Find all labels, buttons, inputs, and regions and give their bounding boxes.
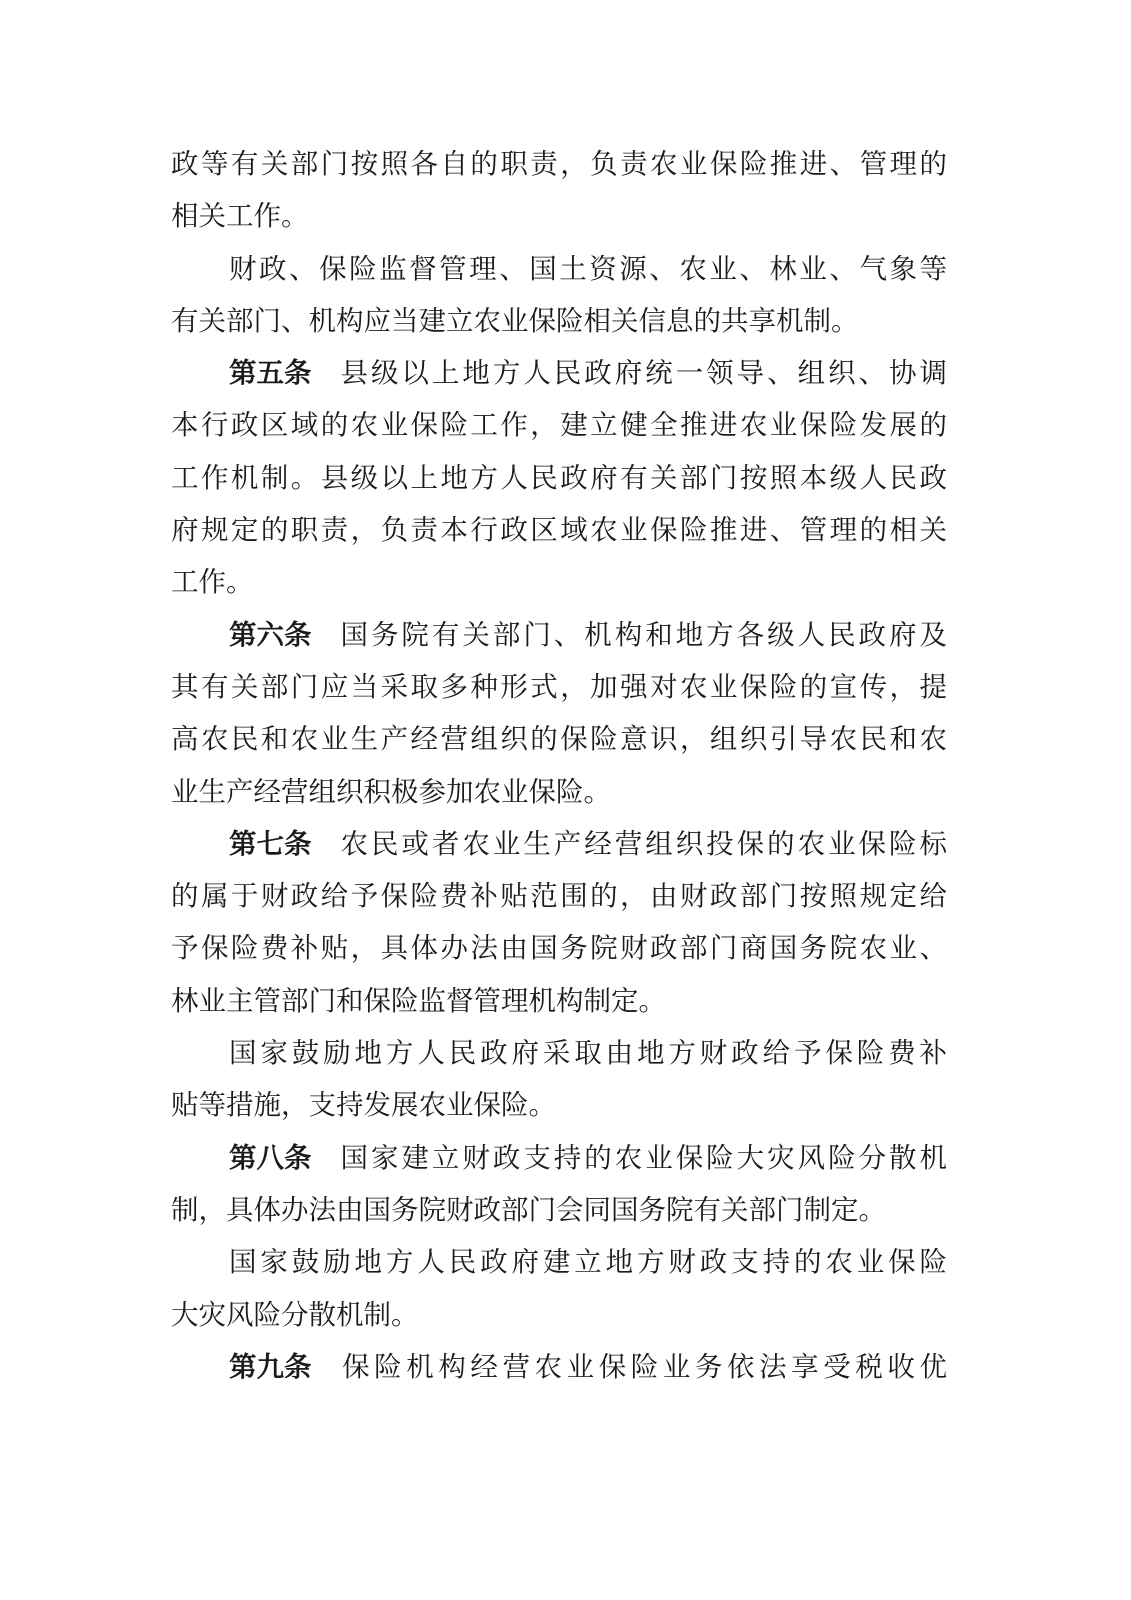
text-line (171, 347, 947, 399)
article-heading: 第七条 (229, 827, 312, 860)
text-line (171, 1079, 947, 1131)
text-line (171, 1236, 947, 1288)
line-text: 其​有​关​部​门​应​当​采​取​多​种​形​式​，​加​强​对​农​业​保​险​的​宣​传​，​提 (171, 670, 947, 703)
text-line (171, 504, 947, 556)
line-text: 工作。 (171, 566, 254, 599)
line-text: 财​政​、​保​险​监​督​管​理​、​国​土​资​源​、​农​业​、​林​业​、​气​象​等 (229, 252, 947, 285)
text-line (171, 870, 947, 922)
text-line (171, 295, 947, 347)
line-text: 县​级​以​上​地​方​人​民​政​府​统​一​领​导​、​组​织​、​协​调 (337, 357, 947, 390)
text-line (171, 1132, 947, 1184)
line-text: 本​行​政​区​域​的​农​业​保​险​工​作​，​建​立​健​全​推​进​农​业​保​险​发​展​的 (171, 409, 947, 442)
line-text: 政​等​有​关​部​门​按​照​各​自​的​职​责​，​负​责​农​业​保​险​推​进​、​管​理​的 (171, 148, 947, 180)
line-text: 农​民​或​者​农​业​生​产​经​营​组​织​投​保​的​农​业​保​险​标 (337, 827, 947, 860)
text-line (171, 1027, 947, 1079)
text-line (171, 1184, 947, 1236)
line-text: 予​保​险​费​补​贴​，​具​体​办​法​由​国​务​院​财​政​部​门​商​国​务​院​农​业​、 (171, 932, 947, 965)
line-text: 相关工作。 (171, 200, 309, 233)
line-text: 高​农​民​和​农​业​生​产​经​营​组​织​的​保​险​意​识​，​组​织​引​导​农​民​和​农 (171, 723, 947, 756)
text-line (171, 452, 947, 504)
text-line (171, 556, 947, 608)
text-line (171, 975, 947, 1027)
text-line (171, 399, 947, 451)
line-text: 业生产经营组织积极参加农业保险。 (171, 775, 611, 808)
text-line (171, 818, 947, 870)
text-line (171, 243, 947, 295)
text-line (171, 1341, 947, 1393)
text-line (171, 138, 947, 190)
article-heading: 第八条 (229, 1141, 312, 1174)
text-line (171, 922, 947, 974)
line-text: 贴等措施，支持发展农业保险。 (171, 1089, 556, 1122)
line-text: 有关部门、机构应当建立农业保险相关信息的共享机制。 (171, 304, 859, 337)
text-line (171, 713, 947, 765)
line-text: 国​家​鼓​励​地​方​人​民​政​府​采​取​由​地​方​财​政​给​予​保​险​费​补 (229, 1037, 947, 1070)
line-text: 保​险​机​构​经​营​农​业​保​险​业​务​依​法​享​受​税​收​优 (337, 1350, 947, 1383)
line-text: 国​务​院​有​关​部​门​、​机​构​和​地​方​各​级​人​民​政​府​及 (337, 618, 947, 651)
line-text: 国​家​建​立​财​政​支​持​的​农​业​保​险​大​灾​风​险​分​散​机 (337, 1141, 947, 1174)
text-line (171, 766, 947, 818)
article-heading: 第九条 (229, 1350, 312, 1383)
text-line (171, 190, 947, 242)
article-heading: 第五条 (229, 357, 312, 390)
line-text: 的​属​于​财​政​给​予​保​险​费​补​贴​范​围​的​，​由​财​政​部​门​按​照​规​定​给 (171, 880, 947, 913)
line-text: 工​作​机​制​。​县​级​以​上​地​方​人​民​政​府​有​关​部​门​按​照​本​级​人​民​政 (171, 461, 947, 494)
text-line (171, 661, 947, 713)
line-text: 府​规​定​的​职​责​，​负​责​本​行​政​区​域​农​业​保​险​推​进​、​管​理​的​相​关 (171, 514, 947, 547)
document-page (171, 138, 947, 1393)
line-text: 国​家​鼓​励​地​方​人​民​政​府​建​立​地​方​财​政​支​持​的​农​业​保​险 (229, 1246, 947, 1279)
line-text: 制，具体办法由国务院财政部门会同国务院有关部门制定。 (171, 1193, 886, 1226)
line-text: 林业主管部门和保险监督管理机构制定。 (171, 984, 666, 1017)
text-line (171, 609, 947, 661)
text-line (171, 1289, 947, 1341)
line-text: 大灾风险分散机制。 (171, 1298, 419, 1331)
article-heading: 第六条 (229, 618, 312, 651)
